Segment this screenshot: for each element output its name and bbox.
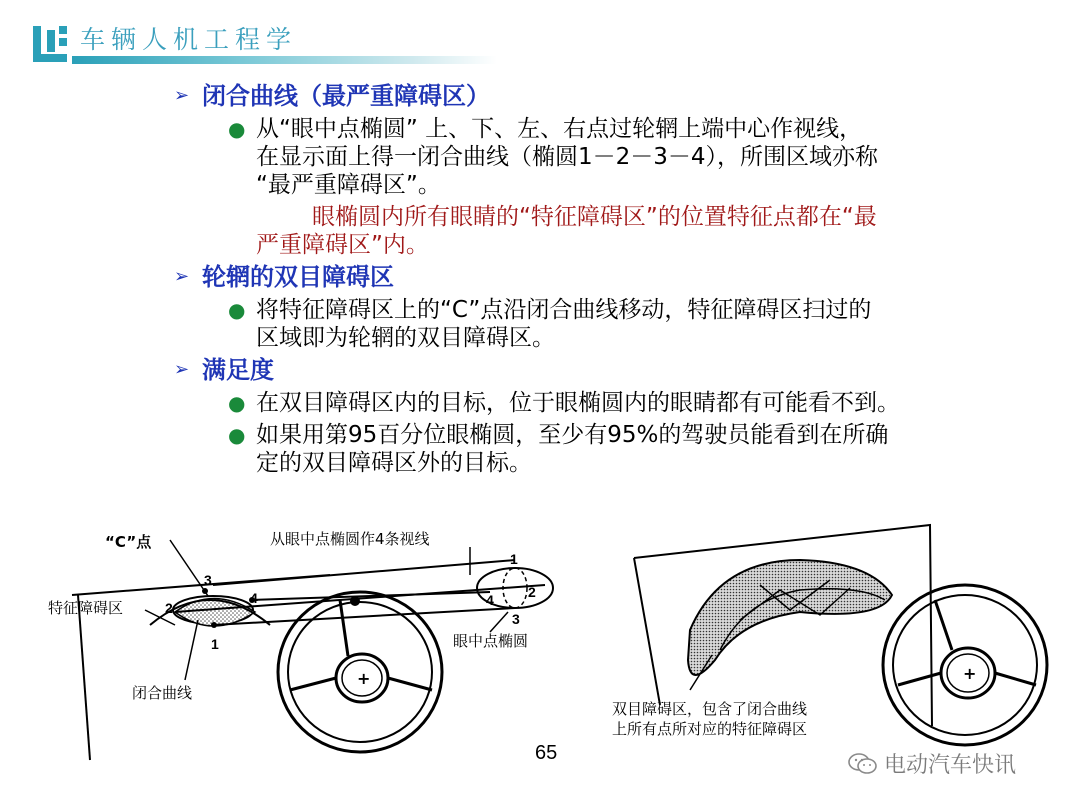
sight-lines-label: 从眼中点椭圆作4条视线	[270, 530, 430, 548]
point-4-label: 4	[250, 590, 258, 606]
wechat-icon	[848, 752, 878, 776]
section-heading: ➢ 闭合曲线（最严重障碍区）	[174, 82, 490, 110]
bullet-icon: ●	[228, 298, 246, 322]
chevron-right-icon: ➢	[174, 85, 190, 106]
eye-point-4-label: 4	[486, 592, 494, 608]
c-point-label: “C”点	[105, 533, 152, 551]
bullet-item: ● 将特征障碍区上的“C”点沿闭合曲线移动，特征障碍区扫过的 区域即为轮辋的双目障碍区。	[228, 297, 872, 351]
point-3-label: 3	[204, 572, 212, 588]
point-2-label: 2	[165, 600, 173, 616]
slide-title: 车辆人机工程学	[80, 25, 298, 54]
eye-ellipse-label: 眼中点椭圆	[453, 632, 529, 650]
bullet-item: ● 从“眼中点椭圆” 上、下、左、右点过轮辋上端中心作视线， 在显示面上得一闭合曲线（椭圆1－2－3－4），所围区域亦称 “最严重障碍区”。	[228, 116, 879, 198]
eye-point-2-label: 2	[528, 584, 536, 600]
point-1-label: 1	[211, 636, 219, 652]
bullet-item: ● 在双目障碍区内的目标，位于眼椭圆内的眼睛都有可能看不到。	[228, 390, 900, 416]
chevron-right-icon: ➢	[174, 359, 190, 380]
closed-curve-label: 闭合曲线	[132, 684, 193, 702]
eye-point-3-label: 3	[512, 611, 520, 627]
note-text: 眼椭圆内所有眼睛的“特征障碍区”的位置特征点都在“最 严重障碍区”内。	[256, 204, 877, 258]
bullet-icon: ●	[228, 391, 246, 415]
page-number: 65	[535, 742, 558, 764]
section-heading: ➢ 满足度	[174, 356, 274, 384]
svg-text:+: +	[963, 664, 977, 683]
bullet-icon: ●	[228, 117, 246, 141]
bullet-item: ● 如果用第95百分位眼椭圆，至少有95%的驾驶员能看到在所确 定的双目障碍区外的目标。	[228, 422, 889, 476]
watermark-text: 电动汽车快讯	[884, 753, 1017, 778]
binocular-zone-caption-1: 双目障碍区，包含了闭合曲线	[612, 700, 808, 718]
eye-point-1-label: 1	[510, 551, 518, 567]
watermark	[848, 748, 1016, 779]
svg-text:+: +	[357, 669, 371, 688]
section-heading: ➢ 轮辋的双目障碍区	[174, 263, 394, 291]
bullet-icon: ●	[228, 423, 246, 447]
feature-zone-label: 特征障碍区	[48, 599, 124, 617]
chevron-right-icon: ➢	[174, 266, 190, 287]
binocular-zone-caption-2: 上所有点所对应的特征障碍区	[612, 720, 808, 738]
